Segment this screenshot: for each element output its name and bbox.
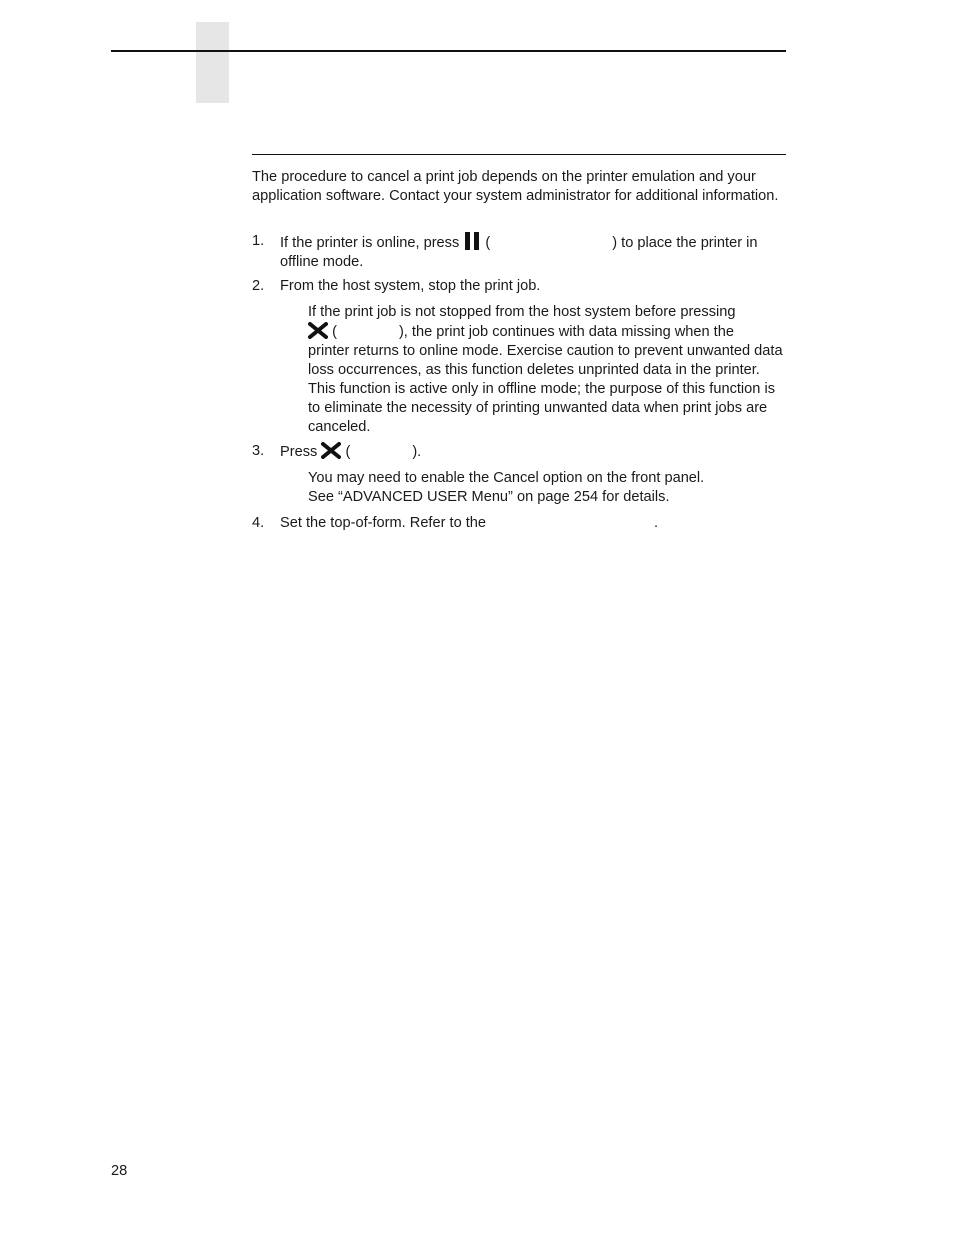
step-2-text: From the host system, stop the print job. <box>280 278 541 294</box>
page-number: 28 <box>111 1163 128 1179</box>
cancel-option-note-line2: See “ADVANCED USER Menu” on page 254 for details. <box>308 489 670 505</box>
step-1-text-post: ) to place the printer in <box>612 235 758 251</box>
step-3-text-post: ). <box>412 444 422 460</box>
caution-note-line2: ), the print job continues with data missing when the <box>398 324 734 340</box>
cancel-option-note <box>308 469 786 507</box>
step-3-text-pre: Press <box>280 444 318 460</box>
pause-icon <box>463 232 481 250</box>
step-4 <box>280 514 786 533</box>
step-4-number: 4. <box>252 515 265 531</box>
cancel-option-note-line1: You may need to enable the Cancel option on the front panel. <box>308 470 705 486</box>
step-4-text-pre: Set the top-of-form. Refer to the <box>280 515 487 531</box>
step-1-number: 1. <box>252 233 265 249</box>
step-1-text-line2: offline mode. <box>280 254 364 270</box>
step-4-text-post: . <box>654 515 659 531</box>
cancel-x-icon <box>308 322 328 339</box>
chapter-tab <box>196 22 229 103</box>
caution-note-open-paren: ( <box>332 324 337 340</box>
caution-note-body: printer returns to online mode. Exercise caution to prevent unwanted data loss occurrences, as this function deletes unprinted data in the printer. This function is active only in offline mode; the purpose of this function is to eliminate the necessity of printing unwanted data when print jobs are canceled. <box>308 343 783 435</box>
header-rule <box>111 50 786 52</box>
caution-note <box>308 303 786 437</box>
cancel-x-icon <box>321 442 341 459</box>
step-3 <box>280 442 786 462</box>
intro-paragraph: The procedure to cancel a print job depends on the printer emulation and your application software. Contact your system administrator for additional information. <box>252 169 779 204</box>
step-1-text-pre: If the printer is online, press <box>280 235 460 251</box>
caution-note-line1: If the print job is not stopped from the host system before pressing <box>308 304 736 320</box>
step-2-number: 2. <box>252 278 265 294</box>
step-3-open-paren: ( <box>345 444 351 460</box>
step-3-number: 3. <box>252 443 265 459</box>
step-1 <box>280 232 786 272</box>
section-rule <box>252 154 786 155</box>
step-1-open-paren: ( <box>485 235 491 251</box>
